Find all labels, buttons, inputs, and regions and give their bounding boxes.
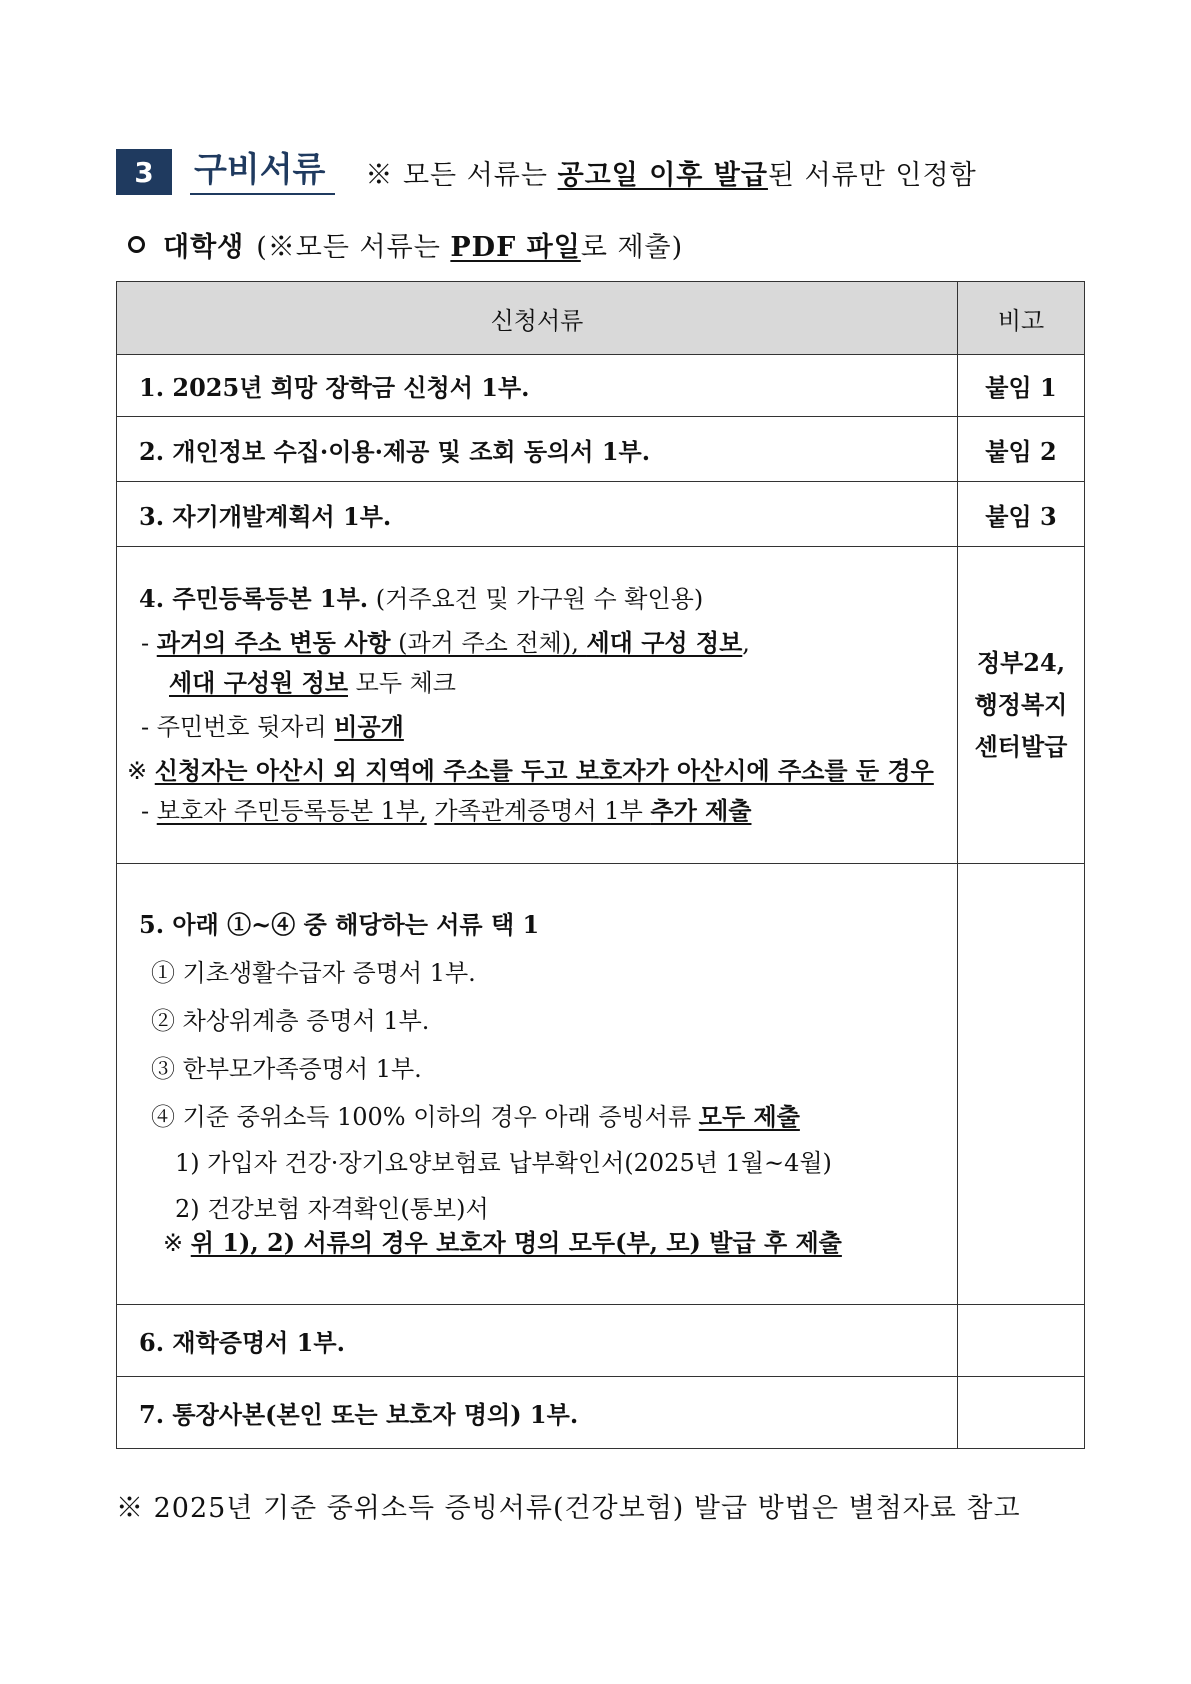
documents-table (116, 281, 1085, 1449)
section-note-suffix: 된 서류만 인정함 (767, 159, 977, 191)
text: - 주민번호 뒷자리 (141, 713, 335, 741)
emph: 세대 구성원 정보 (169, 668, 348, 697)
row-6-doc: 6. 재학증명서 1부. (117, 1305, 958, 1377)
row-5-sub-1: 1) 가입자 건강·장기요양보험료 납부확인서(2025년 1월~4월) (175, 1149, 832, 1177)
dash: - (141, 797, 157, 825)
table-row (117, 417, 1085, 482)
reference-mark: ※ (163, 1229, 191, 1257)
row-6-note (958, 1305, 1085, 1377)
row-3-note: 붙임 3 (958, 482, 1085, 547)
row-5-option-1: ① 기초생활수급자 증명서 1부. (151, 959, 476, 987)
emph: 위 1), 2) 서류의 경우 보호자 명의 모두(부, 모) 발급 후 제출 (190, 1228, 842, 1257)
emph: 신청자는 아산시 외 지역에 주소를 두고 보호자가 아산시에 주소를 둔 경우 (154, 756, 934, 785)
row-1-note: 붙임 1 (958, 355, 1085, 417)
row-4-title (127, 585, 956, 613)
row-5-sub-note (139, 1229, 956, 1257)
row-5-option-3: ③ 한부모가족증명서 1부. (151, 1055, 422, 1083)
row-4-note-line: 정부24, (976, 648, 1066, 677)
reference-mark: ※ (127, 757, 155, 785)
subsection-note (256, 225, 683, 264)
row-5-note (958, 864, 1085, 1305)
row-4-note-line: 행정복지 (974, 690, 1068, 719)
row-4-note (958, 547, 1085, 864)
section-note-prefix: ※ 모든 서류는 (365, 159, 558, 191)
row-5-doc (117, 864, 958, 1305)
subsection-heading (128, 225, 683, 264)
row-4-title-paren: (거주요건 및 가구원 수 확인용) (368, 585, 704, 613)
emph: 비공개 (334, 712, 404, 741)
subsection-note-suffix: 로 제출) (580, 232, 684, 263)
table-row (117, 1305, 1085, 1377)
text: , (742, 629, 750, 657)
row-4-line-5 (127, 797, 956, 825)
section-title: 구비서류 (190, 149, 335, 195)
row-5-option-2: ② 차상위계층 증명서 1부. (151, 1007, 430, 1035)
emph: 추가 제출 (650, 796, 752, 825)
table-row (117, 864, 1085, 1305)
row-4-note-line: 센터발급 (974, 732, 1068, 761)
header-documents: 신청서류 (117, 282, 958, 355)
row-4-title-main: 4. 주민등록등본 1부. (139, 584, 369, 613)
section-note (365, 153, 976, 192)
section-number: 3 (116, 149, 172, 195)
section-note-emphasis: 공고일 이후 발급 (557, 159, 768, 191)
text: (과거 주소 전체), (390, 629, 587, 657)
row-1-doc: 1. 2025년 희망 장학금 신청서 1부. (117, 355, 958, 417)
text: ④ 기준 중위소득 100% 이하의 경우 아래 증빙서류 (151, 1103, 699, 1131)
subsection-title: 대학생 (163, 232, 245, 263)
table-row (117, 355, 1085, 417)
row-7-note (958, 1377, 1085, 1449)
subsection-note-emphasis: PDF 파일 (450, 232, 581, 263)
table-row (117, 547, 1085, 864)
emph: 모두 제출 (698, 1102, 800, 1131)
subsection-note-prefix: (※모든 서류는 (256, 232, 451, 263)
bullet-circle-icon (128, 236, 145, 253)
row-5-option-4 (139, 1103, 956, 1131)
row-7-doc: 7. 통장사본(본인 또는 보호자 명의) 1부. (117, 1377, 958, 1449)
text: 가족관계증명서 1부 (434, 797, 651, 825)
emph: 과거의 주소 변동 사항 (156, 628, 391, 657)
row-4-line-1 (127, 629, 956, 657)
table-row (117, 1377, 1085, 1449)
row-2-doc: 2. 개인정보 수집·이용·제공 및 조회 동의서 1부. (117, 417, 958, 482)
row-5-sub-2: 2) 건강보험 자격확인(통보)서 (175, 1195, 489, 1223)
row-5-title: 5. 아래 ①~④ 중 해당하는 서류 택 1 (139, 910, 540, 939)
table-row (117, 482, 1085, 547)
row-4-line-3 (127, 713, 956, 741)
footer-note: ※ 2025년 기준 중위소득 증빙서류(건강보험) 발급 방법은 별첨자료 참고 (116, 1493, 1021, 1524)
row-4-line-4 (127, 757, 956, 785)
row-3-doc: 3. 자기개발계획서 1부. (117, 482, 958, 547)
table-header-row (117, 282, 1085, 355)
header-remarks: 비고 (958, 282, 1085, 355)
row-4-doc (117, 547, 958, 864)
section-header (116, 148, 977, 196)
emph: 세대 구성 정보 (586, 628, 743, 657)
row-4-line-2 (127, 669, 956, 697)
text: 보호자 주민등록등본 1부, (156, 797, 427, 825)
row-2-note: 붙임 2 (958, 417, 1085, 482)
dash: - (141, 629, 157, 657)
text: 모두 체크 (348, 669, 456, 697)
